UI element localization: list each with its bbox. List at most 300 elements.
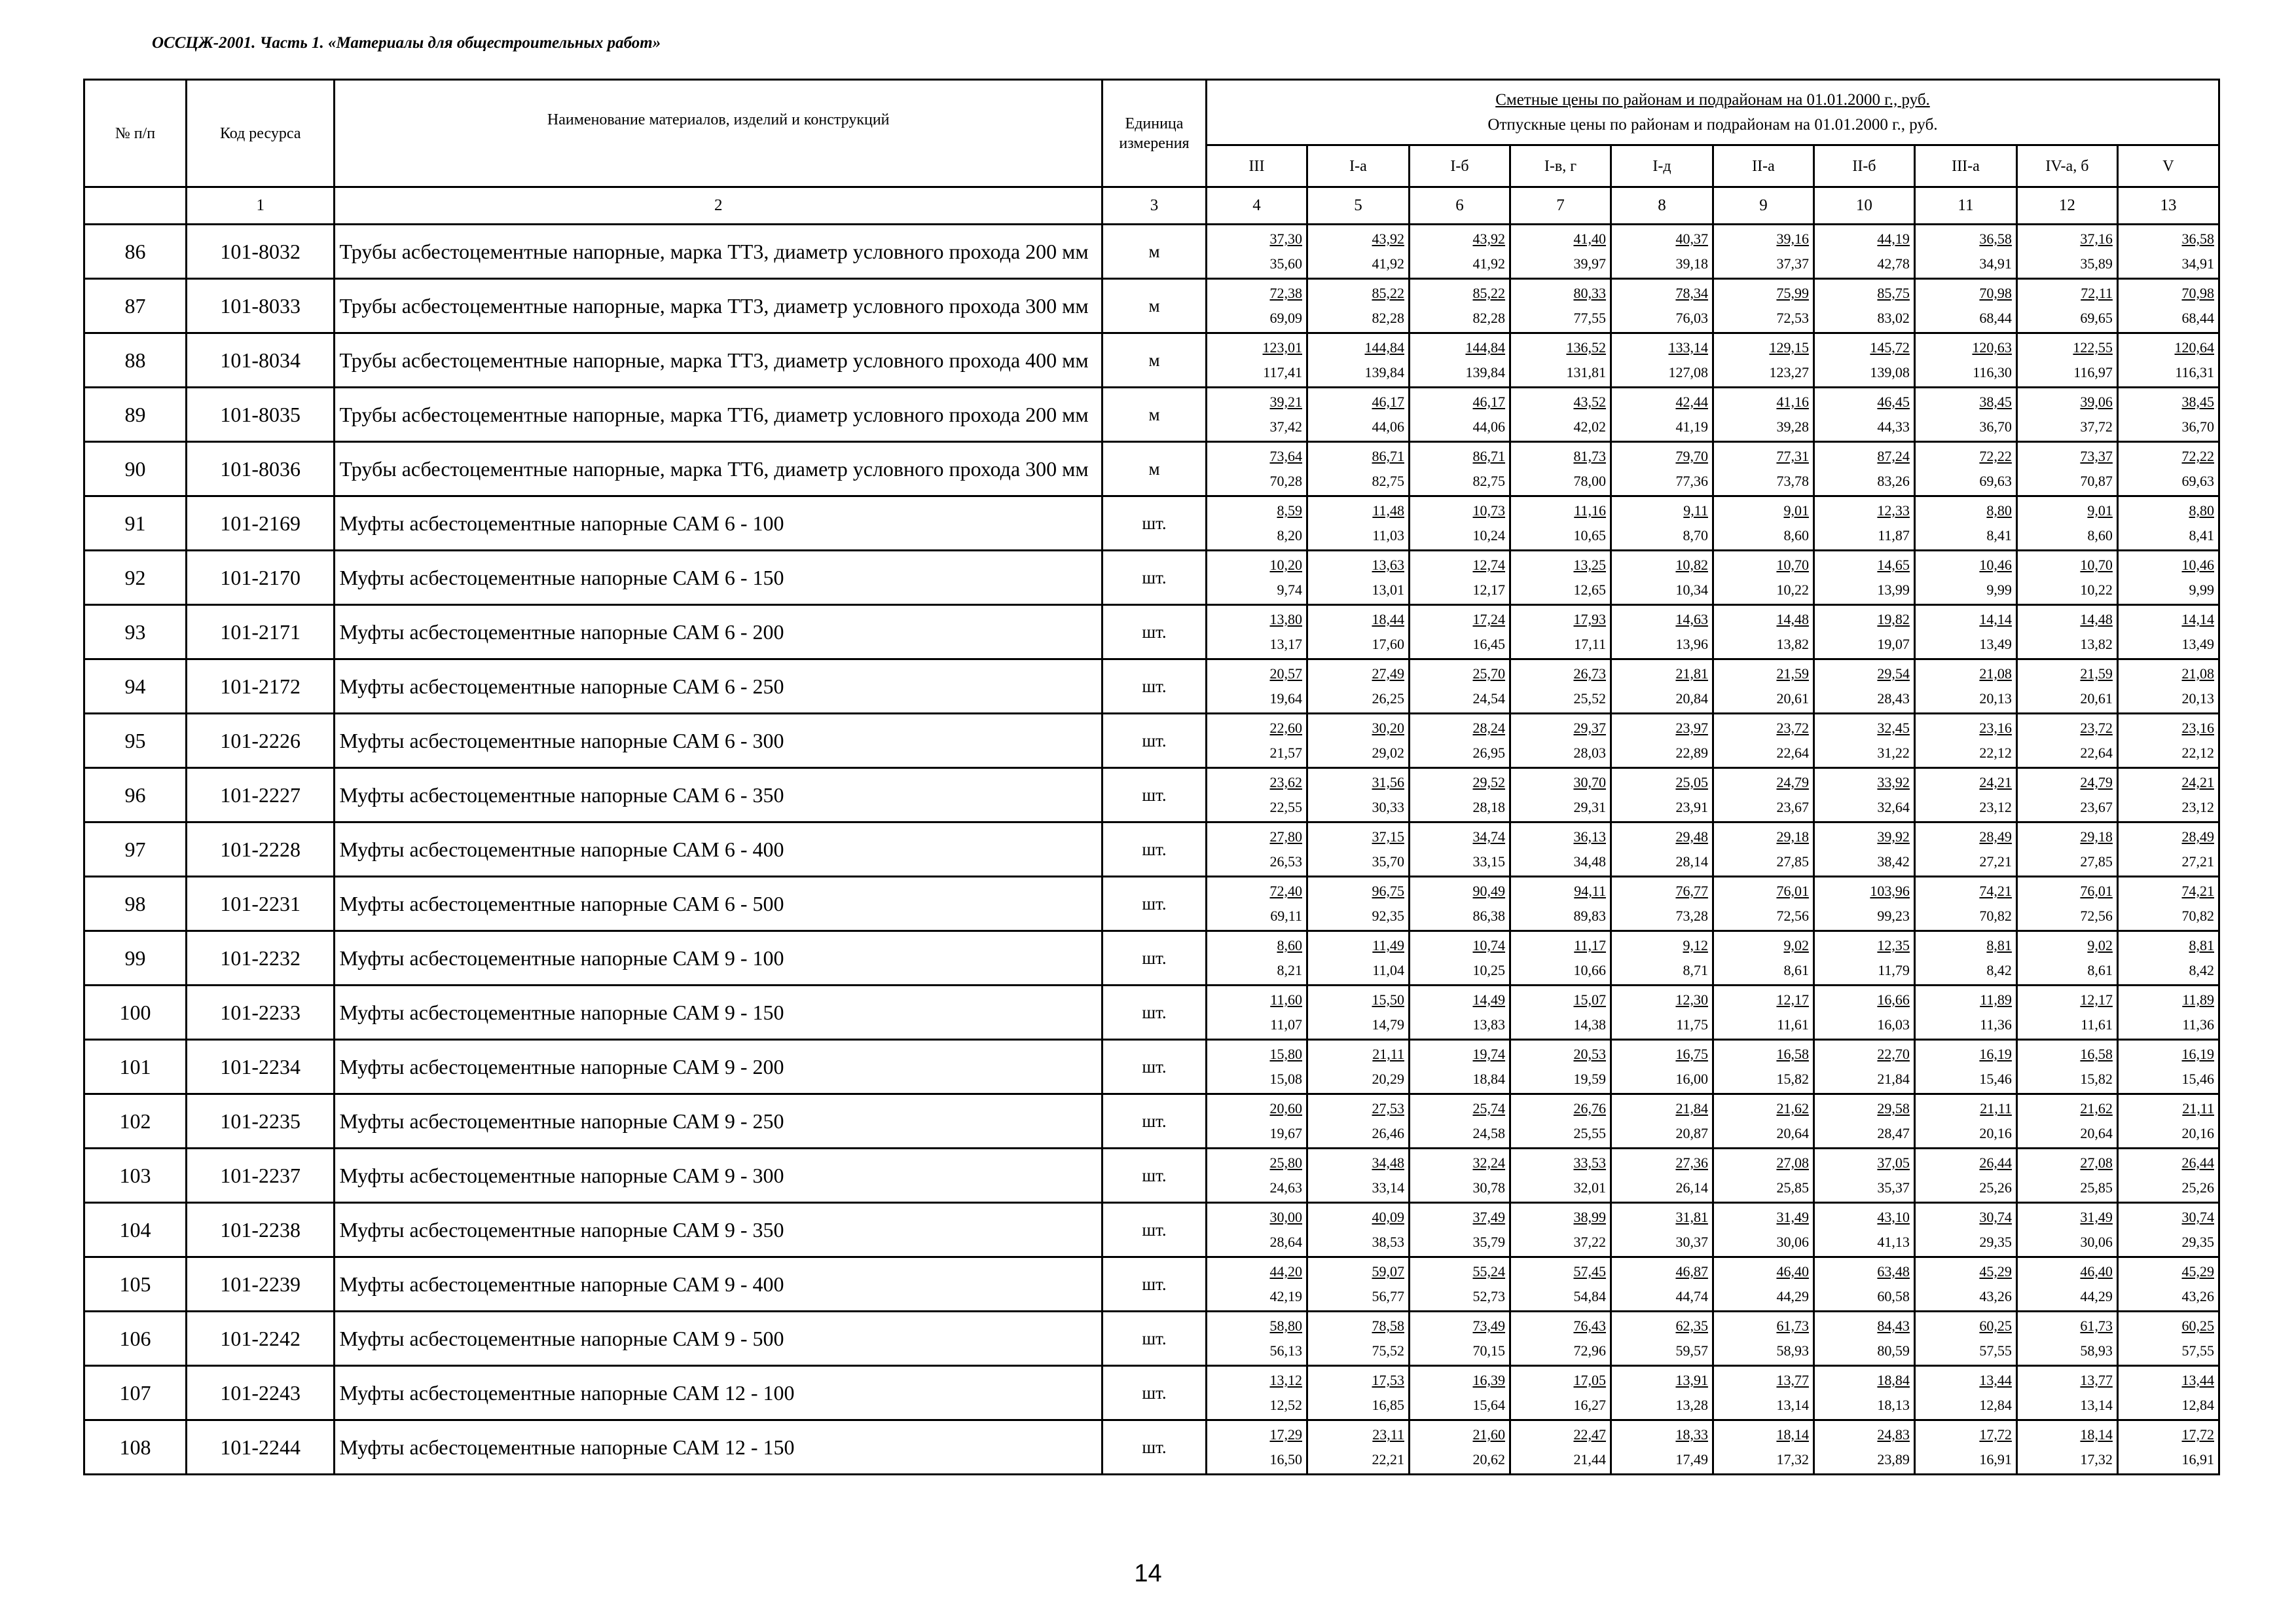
estimate-price: 63,48 <box>1877 1263 1910 1280</box>
estimate-price: 15,50 <box>1372 991 1404 1008</box>
header-prices-estimate: Сметные цены по районам и подрайонам на 01.01.2000 г., руб. <box>1495 90 1930 109</box>
release-price: 42,02 <box>1573 418 1606 435</box>
column-number-cell <box>84 187 187 225</box>
price-cell <box>1813 496 1914 551</box>
price-cell <box>2117 1203 2219 1257</box>
price-cell <box>1409 1094 1510 1149</box>
estimate-price: 85,22 <box>1372 285 1404 301</box>
release-price: 43,26 <box>2181 1288 2214 1304</box>
unit-of-measure: шт. <box>1102 1149 1206 1203</box>
estimate-price: 21,11 <box>1980 1100 2012 1116</box>
estimate-price: 33,53 <box>1573 1154 1606 1171</box>
price-cell <box>1813 659 1914 714</box>
estimate-price: 29,54 <box>1877 665 1910 682</box>
release-price: 26,95 <box>1472 745 1505 761</box>
price-cell <box>2016 986 2117 1040</box>
release-price: 27,85 <box>2080 853 2113 870</box>
estimate-price: 37,30 <box>1269 231 1302 247</box>
price-cell <box>1713 1040 1813 1094</box>
estimate-price: 27,49 <box>1372 665 1404 682</box>
material-name: Трубы асбестоцементные напорные, марка ТТ3, диаметр условного прохода 200 мм <box>335 225 1102 279</box>
price-cell <box>1307 659 1409 714</box>
table-row <box>84 1149 2219 1203</box>
estimate-price: 11,89 <box>2182 991 2214 1008</box>
release-price: 26,25 <box>1372 690 1404 707</box>
release-price: 127,08 <box>1668 364 1708 380</box>
release-price: 70,87 <box>2080 473 2113 489</box>
price-cell <box>2117 659 2219 714</box>
estimate-price: 72,11 <box>2081 285 2113 301</box>
estimate-price: 19,74 <box>1472 1046 1505 1062</box>
table-row <box>84 986 2219 1040</box>
price-cell <box>1307 1040 1409 1094</box>
table-row <box>84 768 2219 822</box>
release-price: 25,55 <box>1573 1125 1606 1141</box>
resource-code: 101-2227 <box>187 768 335 822</box>
release-price: 8,60 <box>1783 527 1809 544</box>
row-number: 100 <box>84 986 187 1040</box>
row-number: 86 <box>84 225 187 279</box>
release-price: 10,22 <box>1776 581 1809 598</box>
price-cell <box>1207 551 1307 605</box>
material-name: Трубы асбестоцементные напорные, марка ТТ6, диаметр условного прохода 300 мм <box>335 442 1102 496</box>
release-price: 27,21 <box>1979 853 2012 870</box>
price-cell <box>1207 333 1307 388</box>
estimate-price: 26,73 <box>1573 665 1606 682</box>
price-cell <box>1813 1420 1914 1475</box>
unit-of-measure: шт. <box>1102 605 1206 659</box>
price-cell <box>1307 1203 1409 1257</box>
region-header: II-а <box>1713 145 1813 187</box>
price-cell <box>1307 496 1409 551</box>
release-price: 10,66 <box>1573 962 1606 978</box>
release-price: 34,91 <box>2181 255 2214 272</box>
price-cell <box>1914 605 2016 659</box>
release-price: 77,55 <box>1573 310 1606 326</box>
estimate-price: 18,14 <box>2080 1426 2113 1443</box>
price-cell <box>1611 1312 1713 1366</box>
release-price: 10,34 <box>1675 581 1708 598</box>
price-cell <box>2117 388 2219 442</box>
release-price: 83,02 <box>1877 310 1910 326</box>
release-price: 19,67 <box>1269 1125 1302 1141</box>
release-price: 13,99 <box>1877 581 1910 598</box>
price-cell <box>1207 605 1307 659</box>
release-price: 8,21 <box>1277 962 1302 978</box>
price-cell <box>1307 1366 1409 1420</box>
estimate-price: 45,29 <box>1979 1263 2012 1280</box>
estimate-price: 16,19 <box>1979 1046 2012 1062</box>
resource-code: 101-2232 <box>187 931 335 986</box>
release-price: 33,15 <box>1472 853 1505 870</box>
estimate-price: 73,37 <box>2080 448 2113 464</box>
price-cell <box>1409 986 1510 1040</box>
resource-code: 101-2226 <box>187 714 335 768</box>
price-cell <box>1409 822 1510 877</box>
estimate-price: 73,49 <box>1472 1318 1505 1334</box>
release-price: 116,31 <box>2175 364 2214 380</box>
estimate-price: 8,80 <box>2189 502 2214 519</box>
price-cell <box>1813 1203 1914 1257</box>
release-price: 8,42 <box>1986 962 2012 978</box>
price-cell <box>1713 714 1813 768</box>
price-cell <box>1713 605 1813 659</box>
estimate-price: 36,13 <box>1573 828 1606 845</box>
estimate-price: 18,14 <box>1776 1426 1809 1443</box>
price-cell <box>1611 388 1713 442</box>
table-row <box>84 225 2219 279</box>
page-number: 14 <box>1134 1560 1162 1587</box>
price-cell <box>1307 768 1409 822</box>
release-price: 11,87 <box>1878 527 1910 544</box>
price-cell <box>2117 1420 2219 1475</box>
table-row <box>84 442 2219 496</box>
release-price: 21,84 <box>1877 1071 1910 1087</box>
estimate-price: 14,14 <box>2181 611 2214 627</box>
price-cell <box>1713 659 1813 714</box>
release-price: 82,75 <box>1372 473 1404 489</box>
table-row <box>84 931 2219 986</box>
region-header: IV-а, б <box>2016 145 2117 187</box>
price-cell <box>1307 1257 1409 1312</box>
price-cell <box>1611 659 1713 714</box>
price-cell <box>1611 1366 1713 1420</box>
estimate-price: 23,72 <box>2080 720 2113 736</box>
table-row <box>84 1040 2219 1094</box>
table-row <box>84 279 2219 333</box>
release-price: 26,53 <box>1269 853 1302 870</box>
table-row <box>84 714 2219 768</box>
estimate-price: 9,01 <box>2087 502 2113 519</box>
resource-code: 101-8033 <box>187 279 335 333</box>
estimate-price: 42,44 <box>1675 394 1708 410</box>
row-number: 95 <box>84 714 187 768</box>
estimate-price: 30,00 <box>1269 1209 1302 1225</box>
price-cell <box>1207 279 1307 333</box>
price-cell <box>1914 333 2016 388</box>
column-number-cell: 2 <box>335 187 1102 225</box>
price-cell <box>2117 279 2219 333</box>
release-price: 86,38 <box>1472 908 1505 924</box>
price-cell <box>1813 1094 1914 1149</box>
estimate-price: 74,21 <box>2181 883 2214 899</box>
release-price: 13,01 <box>1372 581 1404 598</box>
price-cell <box>1510 551 1611 605</box>
release-price: 29,35 <box>1979 1234 2012 1250</box>
row-number: 88 <box>84 333 187 388</box>
estimate-price: 81,73 <box>1573 448 1606 464</box>
price-cell <box>2117 442 2219 496</box>
estimate-price: 45,29 <box>2181 1263 2214 1280</box>
estimate-price: 21,11 <box>1372 1046 1404 1062</box>
estimate-price: 11,60 <box>1270 991 1302 1008</box>
release-price: 13,14 <box>2080 1397 2113 1413</box>
estimate-price: 11,89 <box>1980 991 2012 1008</box>
release-price: 16,91 <box>1979 1451 2012 1467</box>
price-cell <box>1813 714 1914 768</box>
unit-of-measure: шт. <box>1102 768 1206 822</box>
region-header: III <box>1207 145 1307 187</box>
estimate-price: 21,11 <box>2182 1100 2214 1116</box>
estimate-price: 22,70 <box>1877 1046 1910 1062</box>
release-price: 17,60 <box>1372 636 1404 652</box>
estimate-price: 37,16 <box>2080 231 2113 247</box>
estimate-price: 26,44 <box>1979 1154 2012 1171</box>
estimate-price: 25,05 <box>1675 774 1708 790</box>
resource-code: 101-8034 <box>187 333 335 388</box>
unit-of-measure: м <box>1102 333 1206 388</box>
price-cell <box>1813 388 1914 442</box>
estimate-price: 76,01 <box>2080 883 2113 899</box>
estimate-price: 31,81 <box>1675 1209 1708 1225</box>
release-price: 18,84 <box>1472 1071 1505 1087</box>
price-cell <box>1409 551 1510 605</box>
price-cell <box>1611 442 1713 496</box>
estimate-price: 72,40 <box>1269 883 1302 899</box>
estimate-price: 34,74 <box>1472 828 1505 845</box>
estimate-price: 39,16 <box>1776 231 1809 247</box>
estimate-price: 22,47 <box>1573 1426 1606 1443</box>
price-cell <box>1510 768 1611 822</box>
row-number: 94 <box>84 659 187 714</box>
release-price: 30,06 <box>1776 1234 1809 1250</box>
release-price: 80,59 <box>1877 1342 1910 1359</box>
material-name: Муфты асбестоцементные напорные САМ 9 - 150 <box>335 986 1102 1040</box>
column-number-cell: 10 <box>1813 187 1914 225</box>
header-prices <box>1207 80 2219 145</box>
price-cell <box>1813 1040 1914 1094</box>
price-cell <box>1510 1203 1611 1257</box>
release-price: 37,37 <box>1776 255 1809 272</box>
release-price: 26,14 <box>1675 1179 1708 1196</box>
resource-code: 101-2239 <box>187 1257 335 1312</box>
material-name: Муфты асбестоцементные напорные САМ 6 - 200 <box>335 605 1102 659</box>
estimate-price: 43,52 <box>1573 394 1606 410</box>
price-cell <box>1510 333 1611 388</box>
price-cell <box>1713 768 1813 822</box>
price-cell <box>1611 1420 1713 1475</box>
price-cell <box>2117 333 2219 388</box>
release-price: 28,43 <box>1877 690 1910 707</box>
release-price: 57,55 <box>2181 1342 2214 1359</box>
release-price: 20,61 <box>2080 690 2113 707</box>
estimate-price: 74,21 <box>1979 883 2012 899</box>
price-cell <box>2117 931 2219 986</box>
price-cell <box>2117 1312 2219 1366</box>
estimate-price: 85,75 <box>1877 285 1910 301</box>
resource-code: 101-8036 <box>187 442 335 496</box>
estimate-price: 10,46 <box>2181 557 2214 573</box>
unit-of-measure: шт. <box>1102 1040 1206 1094</box>
price-table <box>83 79 2220 1475</box>
price-cell <box>1409 1257 1510 1312</box>
price-cell <box>1914 1312 2016 1366</box>
estimate-price: 21,59 <box>2080 665 2113 682</box>
release-price: 11,07 <box>1270 1016 1302 1033</box>
price-cell <box>2016 1149 2117 1203</box>
estimate-price: 11,49 <box>1372 937 1404 953</box>
estimate-price: 13,77 <box>2080 1372 2113 1388</box>
price-cell <box>1611 1203 1713 1257</box>
estimate-price: 13,25 <box>1573 557 1606 573</box>
unit-of-measure: шт. <box>1102 1203 1206 1257</box>
estimate-price: 75,99 <box>1776 285 1809 301</box>
row-number: 103 <box>84 1149 187 1203</box>
release-price: 58,93 <box>1776 1342 1809 1359</box>
release-price: 37,22 <box>1573 1234 1606 1250</box>
price-cell <box>1813 1366 1914 1420</box>
release-price: 11,75 <box>1676 1016 1708 1033</box>
material-name: Трубы асбестоцементные напорные, марка ТТ3, диаметр условного прохода 400 мм <box>335 333 1102 388</box>
release-price: 13,83 <box>1472 1016 1505 1033</box>
release-price: 35,37 <box>1877 1179 1910 1196</box>
release-price: 23,12 <box>2181 799 2214 815</box>
release-price: 82,75 <box>1472 473 1505 489</box>
header-unit: Единица измерения <box>1102 80 1206 187</box>
unit-of-measure: шт. <box>1102 1094 1206 1149</box>
estimate-price: 62,35 <box>1675 1318 1708 1334</box>
estimate-price: 46,45 <box>1877 394 1910 410</box>
release-price: 41,92 <box>1472 255 1505 272</box>
estimate-price: 78,58 <box>1372 1318 1404 1334</box>
price-cell <box>1510 605 1611 659</box>
row-number: 104 <box>84 1203 187 1257</box>
release-price: 116,97 <box>2073 364 2113 380</box>
price-cell <box>1611 1257 1713 1312</box>
estimate-price: 27,08 <box>2080 1154 2113 1171</box>
table-row <box>84 333 2219 388</box>
release-price: 139,84 <box>1465 364 1505 380</box>
release-price: 37,42 <box>1269 418 1302 435</box>
estimate-price: 10,20 <box>1269 557 1302 573</box>
estimate-price: 15,80 <box>1269 1046 1302 1062</box>
estimate-price: 21,08 <box>2181 665 2214 682</box>
column-number-cell: 1 <box>187 187 335 225</box>
release-price: 11,79 <box>1878 962 1910 978</box>
release-price: 20,16 <box>2181 1125 2214 1141</box>
price-cell <box>1307 1149 1409 1203</box>
estimate-price: 33,92 <box>1877 774 1910 790</box>
price-cell <box>2117 822 2219 877</box>
price-cell <box>1409 1312 1510 1366</box>
estimate-price: 25,80 <box>1269 1154 1302 1171</box>
price-cell <box>1813 333 1914 388</box>
price-cell <box>2016 1203 2117 1257</box>
estimate-price: 10,74 <box>1472 937 1505 953</box>
release-price: 123,27 <box>1769 364 1809 380</box>
price-cell <box>1307 1094 1409 1149</box>
price-cell <box>1207 496 1307 551</box>
release-price: 30,37 <box>1675 1234 1708 1250</box>
price-cell <box>1207 822 1307 877</box>
region-header: III-а <box>1914 145 2016 187</box>
price-cell <box>1914 659 2016 714</box>
material-name: Муфты асбестоцементные напорные САМ 6 - 150 <box>335 551 1102 605</box>
price-cell <box>1409 1420 1510 1475</box>
release-price: 28,03 <box>1573 745 1606 761</box>
material-name: Муфты асбестоцементные напорные САМ 9 - 300 <box>335 1149 1102 1203</box>
release-price: 72,56 <box>1776 908 1809 924</box>
price-cell <box>2117 225 2219 279</box>
release-price: 10,65 <box>1573 527 1606 544</box>
price-cell <box>1207 442 1307 496</box>
release-price: 22,64 <box>1776 745 1809 761</box>
resource-code: 101-2242 <box>187 1312 335 1366</box>
estimate-price: 84,43 <box>1877 1318 1910 1334</box>
estimate-price: 46,40 <box>2080 1263 2113 1280</box>
release-price: 70,82 <box>2181 908 2214 924</box>
estimate-price: 80,33 <box>1573 285 1606 301</box>
price-cell <box>1207 1366 1307 1420</box>
price-cell <box>2016 1420 2117 1475</box>
estimate-price: 123,01 <box>1262 339 1302 356</box>
release-price: 15,82 <box>1776 1071 1809 1087</box>
estimate-price: 21,81 <box>1675 665 1708 682</box>
release-price: 30,78 <box>1472 1179 1505 1196</box>
estimate-price: 16,39 <box>1472 1372 1505 1388</box>
price-cell <box>1914 714 2016 768</box>
estimate-price: 129,15 <box>1769 339 1809 356</box>
estimate-price: 39,06 <box>2080 394 2113 410</box>
estimate-price: 36,58 <box>1979 231 2012 247</box>
price-cell <box>1611 768 1713 822</box>
resource-code: 101-2172 <box>187 659 335 714</box>
release-price: 69,09 <box>1269 310 1302 326</box>
release-price: 25,85 <box>2080 1179 2113 1196</box>
table-row <box>84 1203 2219 1257</box>
price-cell <box>1409 225 1510 279</box>
column-number-cell: 4 <box>1207 187 1307 225</box>
release-price: 70,28 <box>1269 473 1302 489</box>
release-price: 8,41 <box>1986 527 2012 544</box>
price-cell <box>1409 931 1510 986</box>
estimate-price: 70,98 <box>2181 285 2214 301</box>
price-cell <box>1611 822 1713 877</box>
estimate-price: 34,48 <box>1372 1154 1404 1171</box>
document-header-title: ОССЦЖ-2001. Часть 1. «Материалы для общестроительных работ» <box>152 34 661 52</box>
estimate-price: 30,74 <box>1979 1209 2012 1225</box>
price-cell <box>1914 1420 2016 1475</box>
material-name: Трубы асбестоцементные напорные, марка ТТ3, диаметр условного прохода 300 мм <box>335 279 1102 333</box>
estimate-price: 20,57 <box>1269 665 1302 682</box>
release-price: 37,72 <box>2080 418 2113 435</box>
estimate-price: 29,18 <box>1776 828 1809 845</box>
estimate-price: 37,05 <box>1877 1154 1910 1171</box>
estimate-price: 29,48 <box>1675 828 1708 845</box>
price-cell <box>1813 822 1914 877</box>
estimate-price: 23,16 <box>2181 720 2214 736</box>
unit-of-measure: м <box>1102 279 1206 333</box>
price-cell <box>1307 442 1409 496</box>
release-price: 9,99 <box>2189 581 2214 598</box>
material-name: Муфты асбестоцементные напорные САМ 9 - 100 <box>335 931 1102 986</box>
material-name: Муфты асбестоцементные напорные САМ 12 - 150 <box>335 1420 1102 1475</box>
price-cell <box>2016 605 2117 659</box>
estimate-price: 13,80 <box>1269 611 1302 627</box>
estimate-price: 20,60 <box>1269 1100 1302 1116</box>
release-price: 35,60 <box>1269 255 1302 272</box>
release-price: 31,22 <box>1877 745 1910 761</box>
estimate-price: 17,72 <box>1979 1426 2012 1443</box>
price-cell <box>1510 1366 1611 1420</box>
unit-of-measure: шт. <box>1102 659 1206 714</box>
price-cell <box>2016 496 2117 551</box>
price-cell <box>1713 442 1813 496</box>
estimate-price: 58,80 <box>1269 1318 1302 1334</box>
table-row <box>84 388 2219 442</box>
estimate-price: 37,15 <box>1372 828 1404 845</box>
estimate-price: 27,36 <box>1675 1154 1708 1171</box>
